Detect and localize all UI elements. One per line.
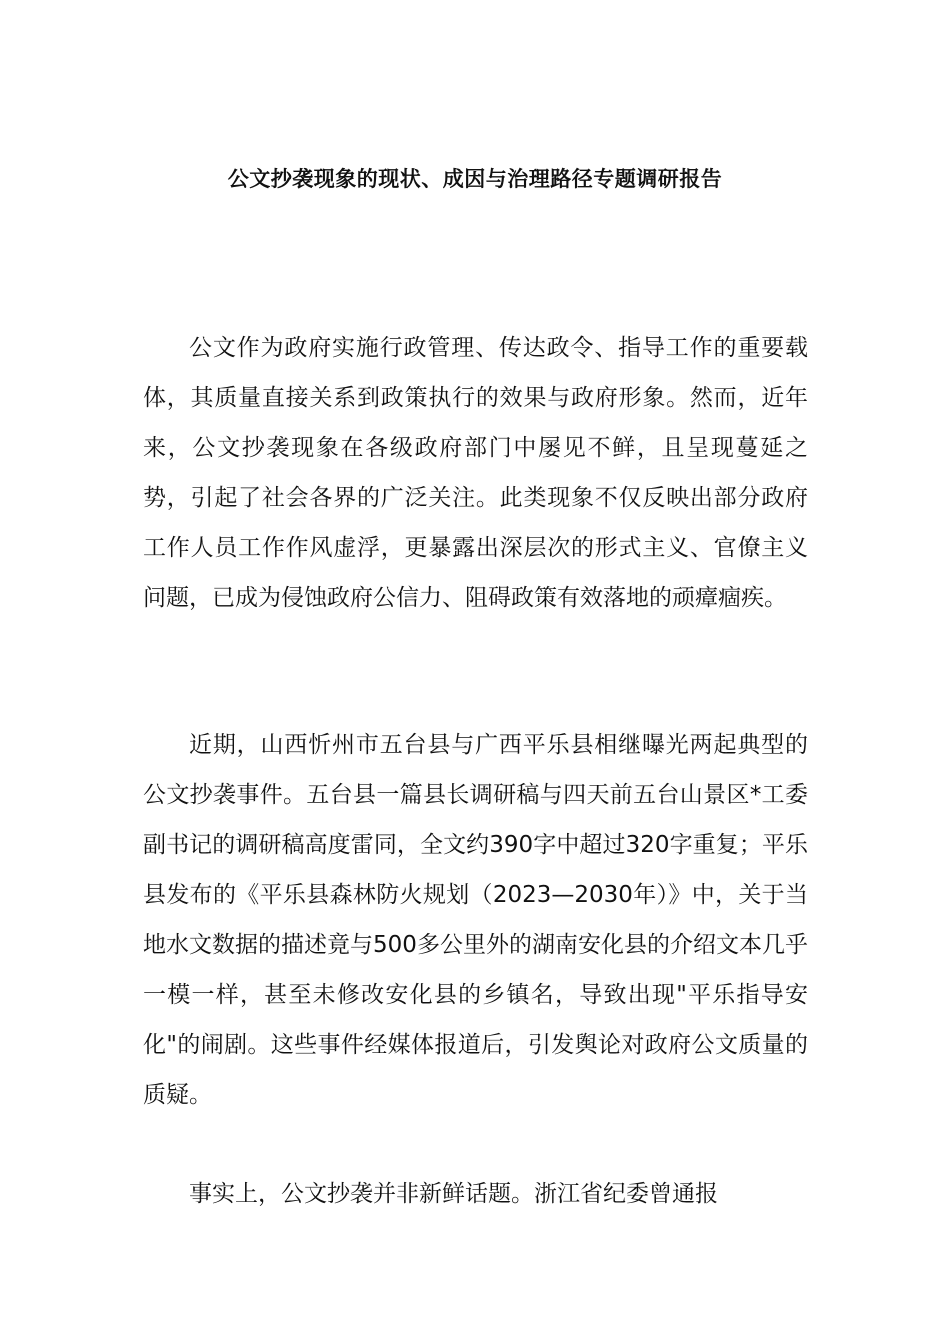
document-title: 公文抄袭现象的现状、成因与治理路径专题调研报告: [227, 167, 723, 191]
paragraph-1: 公文作为政府实施行政管理、传达政令、指导工作的重要载体，其质量直接关系到政策执行的效果与政府形象。然而，近年来，公文抄袭现象在各级政府部门中屡见不鲜，且呈现蔓延之势，引起了社会各界的广泛关注。此类现象不仅反映出部分政府工作人员工作作风虚浮，更暴露出深层次的形式主义、官僚主义问题，已成为侵蚀政府公信力、阻碍政策有效落地的顽瘴痼疾。: [143, 335, 808, 611]
paragraph-2: 近期，山西忻州市五台县与广西平乐县相继曝光两起典型的公文抄袭事件。五台县一篇县长调研稿与四天前五台山景区*工委副书记的调研稿高度雷同，全文约390字中超过320字重复；平乐县发布的《平乐县森林防火规划（2023—2030年）》中，关于当地水文数据的描述竟与500多公里外的湖南安化县的介绍文本几乎一模一样，甚至未修改安化县的乡镇名，导致出现"平乐指导安化"的闹剧。这些事件经媒体报道后，引发舆论对政府公文质量的质疑。: [143, 732, 808, 1108]
paragraph-3: 事实上，公文抄袭并非新鲜话题。浙江省纪委曾通报: [189, 1181, 718, 1207]
